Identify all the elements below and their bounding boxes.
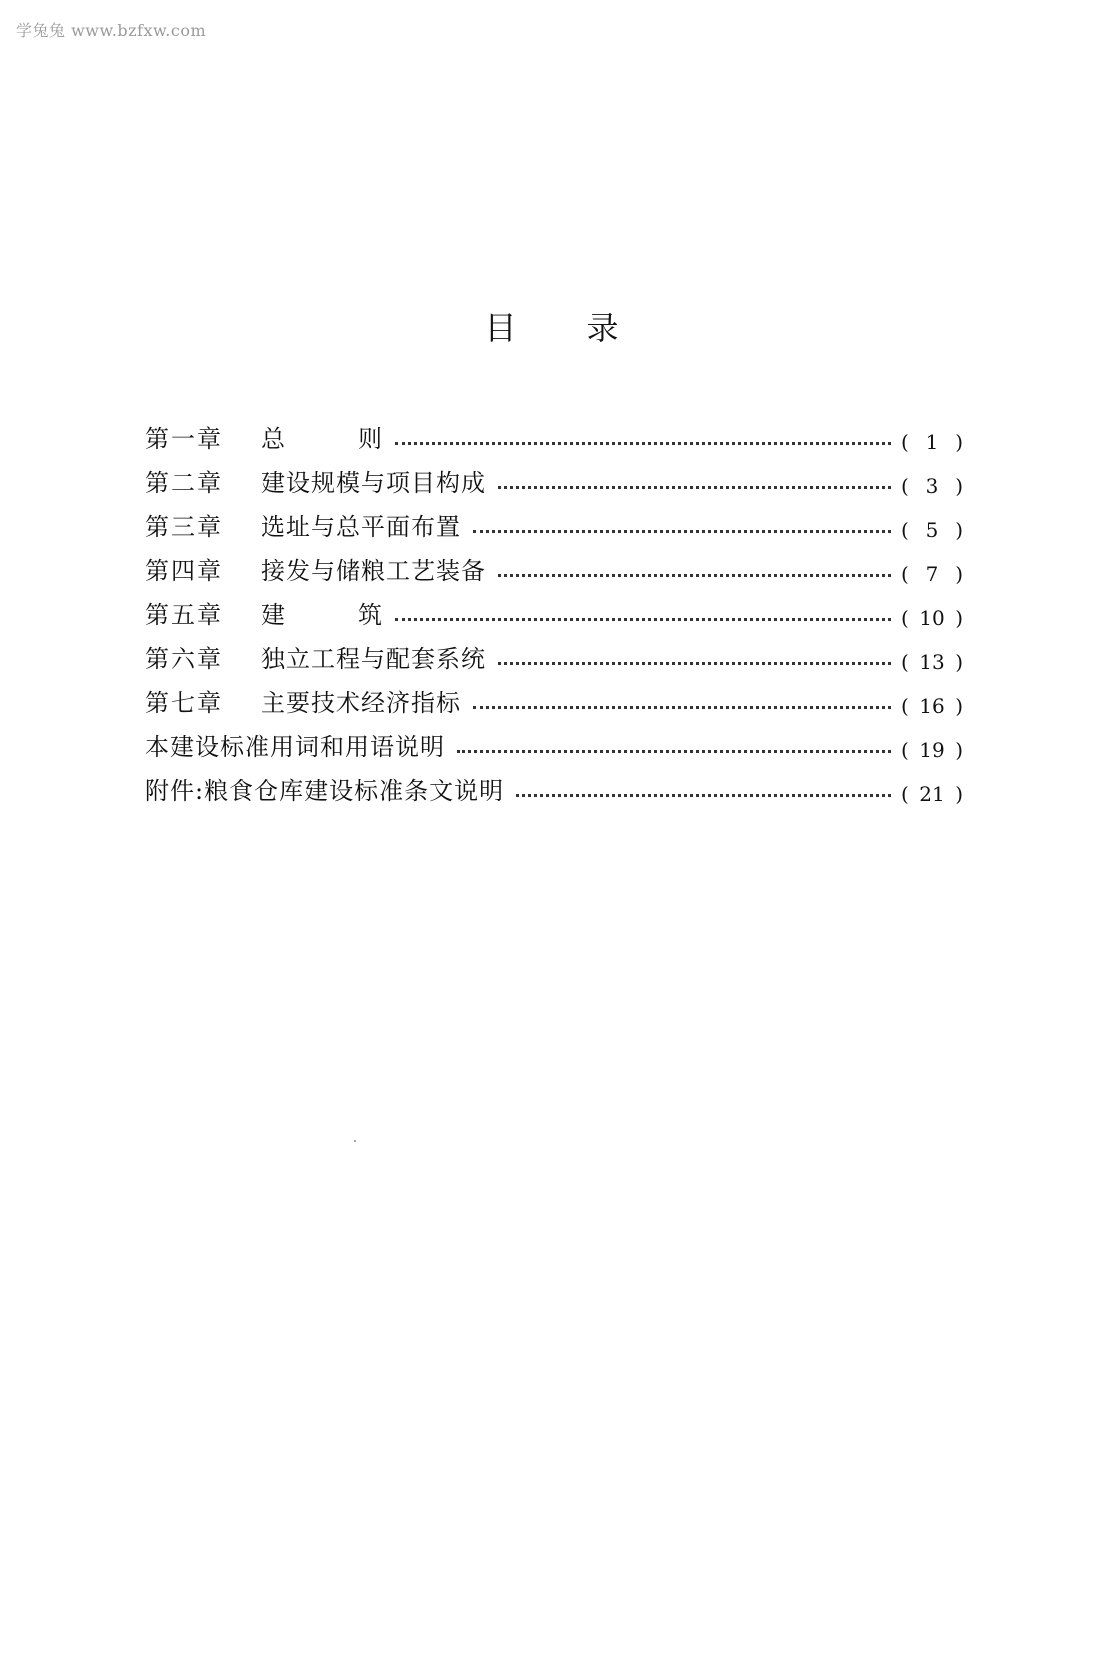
toc-chapter-name: 接发与储粮工艺装备 [261, 557, 486, 585]
toc-entry-chapter-6[interactable] [145, 630, 963, 674]
paren-open: ( [901, 430, 909, 454]
page-value: 3 [925, 474, 939, 498]
paren-close: ) [955, 738, 963, 762]
table-of-contents [145, 410, 963, 806]
toc-dot-leader [473, 530, 891, 533]
toc-dot-leader [395, 618, 891, 621]
toc-dot-leader [516, 794, 891, 797]
toc-dot-leader [498, 662, 891, 665]
toc-page-number [901, 694, 963, 718]
toc-page-number [901, 738, 963, 762]
toc-dot-leader [498, 486, 891, 489]
toc-chapter-name: 独立工程与配套系统 [261, 645, 486, 673]
watermark: 学兔兔 www.bzfxw.com [16, 21, 207, 40]
paren-open: ( [901, 782, 909, 806]
paren-open: ( [901, 738, 909, 762]
toc-chapter-name [261, 595, 391, 630]
paren-open: ( [901, 474, 909, 498]
toc-entry-chapter-1[interactable] [145, 410, 963, 454]
toc-name-part: 总 [261, 425, 286, 453]
page-value: 16 [919, 694, 945, 718]
toc-chapter-name: 主要技术经济指标 [261, 689, 461, 717]
page-value: 13 [919, 650, 945, 674]
toc-entry-chapter-4[interactable] [145, 542, 963, 586]
paren-open: ( [901, 606, 909, 630]
toc-chapter-number: 第七章 [145, 689, 223, 717]
toc-chapter-name: 选址与总平面布置 [261, 513, 461, 541]
toc-name-part: 建 [261, 601, 286, 629]
toc-section-name: 附件:粮食仓库建设标准条文说明 [145, 777, 505, 805]
title-char-2: 录 [586, 309, 619, 348]
paren-close: ) [955, 782, 963, 806]
paren-close: ) [955, 650, 963, 674]
toc-chapter-number: 第三章 [145, 513, 223, 541]
paren-close: ) [955, 694, 963, 718]
toc-entry-chapter-2[interactable] [145, 454, 963, 498]
toc-entry-chapter-5[interactable] [145, 586, 963, 630]
scan-speck [354, 1140, 356, 1142]
toc-dot-leader [395, 442, 891, 445]
toc-page-number [901, 474, 963, 498]
toc-chapter-number: 第二章 [145, 469, 223, 497]
paren-open: ( [901, 518, 909, 542]
page-value: 10 [919, 606, 945, 630]
toc-name-part: 则 [358, 425, 383, 453]
toc-dot-leader [473, 706, 891, 709]
toc-page-number [901, 782, 963, 806]
toc-page-number [901, 562, 963, 586]
toc-page-number [901, 650, 963, 674]
page-value: 1 [925, 430, 939, 454]
toc-chapter-number: 第一章 [145, 425, 223, 453]
toc-entry-chapter-7[interactable] [145, 674, 963, 718]
toc-chapter-number: 第五章 [145, 601, 223, 629]
toc-entry-appendix[interactable] [145, 762, 963, 806]
toc-dot-leader [498, 574, 891, 577]
toc-page-number [901, 518, 963, 542]
paren-close: ) [955, 430, 963, 454]
page-value: 5 [925, 518, 939, 542]
paren-open: ( [901, 694, 909, 718]
toc-chapter-name: 建设规模与项目构成 [261, 469, 486, 497]
toc-chapter-number: 第四章 [145, 557, 223, 585]
title-char-1: 目 [484, 309, 517, 348]
paren-close: ) [955, 474, 963, 498]
toc-page-number [901, 606, 963, 630]
paren-open: ( [901, 562, 909, 586]
toc-entry-terminology[interactable] [145, 718, 963, 762]
toc-page-number [901, 430, 963, 454]
page-value: 7 [925, 562, 939, 586]
paren-close: ) [955, 606, 963, 630]
toc-dot-leader [457, 750, 891, 753]
toc-chapter-name [261, 419, 391, 454]
toc-chapter-number: 第六章 [145, 645, 223, 673]
toc-section-name: 本建设标准用词和用语说明 [145, 733, 445, 761]
page-value: 21 [919, 782, 945, 806]
toc-entry-chapter-3[interactable] [145, 498, 963, 542]
page-title [0, 303, 1103, 349]
toc-name-part: 筑 [358, 601, 383, 629]
paren-open: ( [901, 650, 909, 674]
page-value: 19 [919, 738, 945, 762]
paren-close: ) [955, 562, 963, 586]
paren-close: ) [955, 518, 963, 542]
